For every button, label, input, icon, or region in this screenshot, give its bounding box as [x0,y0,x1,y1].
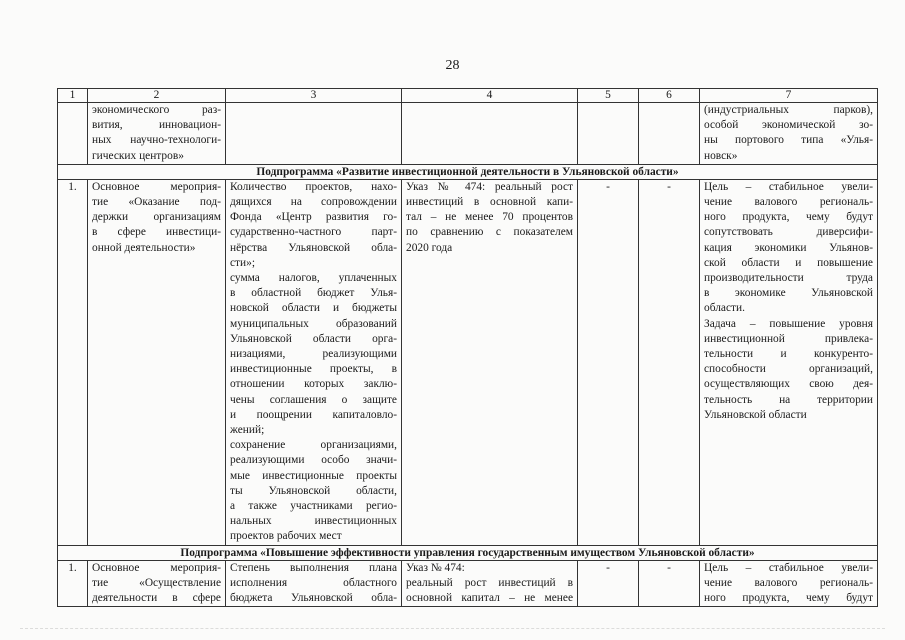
text-line: исполнения областного [230,576,397,589]
text-line: 2020 года [406,241,453,254]
text-line: ской области и повышение [704,256,873,269]
text-line: новской области и бюджеты [230,302,397,315]
text-line: ны портового типа «Улья- [704,134,873,147]
column-header: 6 [639,89,700,103]
section-heading: Подпрограмма «Развитие инвестиционной деятельности в Ульяновской области» [58,164,878,179]
cell-measure [88,103,226,165]
cell-indicator [226,179,402,545]
column-header: 7 [700,89,878,103]
text-line: жений; [230,424,265,437]
text-line: муниципальных образований [230,317,397,330]
text-line: отношении которых заклю- [230,378,397,391]
text-line: онной деятельности» [92,241,196,254]
column-header: 5 [578,89,639,103]
cell-decree [402,179,578,545]
text-line: ных научно-технологи- [92,134,221,147]
text-line: особой экономической зо- [704,119,873,132]
text-line: а также участниками регио- [230,500,397,513]
text-line: бюджета Ульяновской обла- [230,592,397,605]
cell-col6 [639,103,700,165]
column-header: 2 [88,89,226,103]
cell-goal [700,179,878,545]
text-line: в областной бюджет Улья- [230,287,397,300]
text-line: Ульяновской области [704,408,807,421]
text-line: гических центров» [92,149,184,162]
text-line: сопутствовать диверсифи- [704,226,873,239]
cell-decree [402,560,578,607]
text-line: ты Ульяновской области, [230,484,397,497]
text-line: Указ № 474: реальный рост [406,180,573,193]
text-line: чение валового региональ- [704,196,873,209]
text-line: сохранение организациями, [230,439,397,452]
row-number: 1. [58,179,88,545]
text-line: ного продукта, чему будут [704,211,873,224]
cell-col5: - [578,179,639,545]
section-heading: Подпрограмма «Повышение эффективности управления государственным имуществом Ульяновской области» [58,545,878,560]
cell-goal [700,103,878,165]
column-header: 1 [58,89,88,103]
table-row [58,560,878,607]
text-line: держки организациям [92,211,221,224]
text-line: Ульяновской области орга- [230,332,397,345]
text-line: в сфере инвестици- [92,226,221,239]
text-line: и поощрении капиталовло- [230,408,397,421]
text-line: Указ № 474: [406,561,465,574]
scan-edge-noise [20,628,885,630]
text-line: Задача – повышение уровня [704,317,873,330]
text-line: низациями, реализующими [230,348,397,361]
text-line: осуществляющих свою дея- [704,378,873,391]
text-line: сумма налогов, уплаченных [230,272,397,285]
text-line: (индустриальных парков), [704,104,873,116]
text-line: ного продукта, чему будут [704,592,873,605]
text-line: кация экономики Ульянов- [704,241,873,254]
text-line: способности организаций, [704,363,873,376]
text-line: тал – не менее 70 процентов [406,211,573,224]
page-number: 28 [445,58,460,73]
text-line: Фонда «Центр развития го- [230,211,397,224]
column-header: 4 [402,89,578,103]
cell-col6: - [639,179,700,545]
text-line: реализующими особо значи- [230,454,397,467]
text-line: новск» [704,149,738,162]
text-line: деятельности в сфере [92,592,221,605]
measures-table [57,88,878,607]
section-heading-row [58,545,878,560]
text-line: дящихся на сопровождении [230,196,397,209]
cell-col6: - [639,560,700,607]
text-line: Цель – стабильное увели- [704,180,873,193]
text-line: чены соглашения о защите [230,393,397,406]
row-number: 1. [58,560,88,607]
cell-indicator [226,560,402,607]
text-line: нёрства Ульяновской обла- [230,241,397,254]
cell-measure [88,560,226,607]
text-line: тельности и конкуренто- [704,348,873,361]
cell-indicator [226,103,402,165]
cell-decree [402,103,578,165]
text-line: сти»; [230,256,255,269]
text-line: инвестиций в основной капи- [406,196,573,209]
text-line: мые инвестиционные проекты [230,469,397,482]
text-line: производительности труда [704,272,873,285]
cell-col5 [578,103,639,165]
text-line: области. [704,302,745,315]
text-line: сударственно-частного парт- [230,226,397,239]
cell-goal [700,560,878,607]
continuation-row [58,103,878,165]
text-line: Основное мероприя- [92,180,221,193]
text-line: тельность на территории [704,393,873,406]
text-line: проектов рабочих мест [230,530,342,543]
text-line: Степень выполнения плана [230,561,397,574]
text-line: Основное мероприя- [92,561,221,574]
text-line: инвестиционной привлека- [704,332,873,345]
text-line: в экономике Ульяновской [704,287,873,300]
cell-col5: - [578,560,639,607]
text-line: реальный рост инвестиций в [406,576,573,589]
text-line: вития, инновацион- [92,119,221,132]
cell-measure [88,179,226,545]
text-line: тие «Осуществление [92,576,221,589]
text-line: Цель – стабильное увели- [704,561,873,574]
text-line: чение валового региональ- [704,576,873,589]
text-line: инвестиционные проекты, в [230,363,397,376]
table-row [58,179,878,545]
text-line: нальных инвестиционных [230,515,397,528]
column-header: 3 [226,89,402,103]
cell-number [58,103,88,165]
column-number-row [58,89,878,103]
text-line: по сравнению с показателем [406,226,573,239]
text-line: основной капитал – не менее [406,592,573,605]
text-line: экономического раз- [92,104,221,116]
text-line: тие «Оказание под- [92,196,221,209]
text-line: Количество проектов, нахо- [230,180,397,193]
section-heading-row [58,164,878,179]
